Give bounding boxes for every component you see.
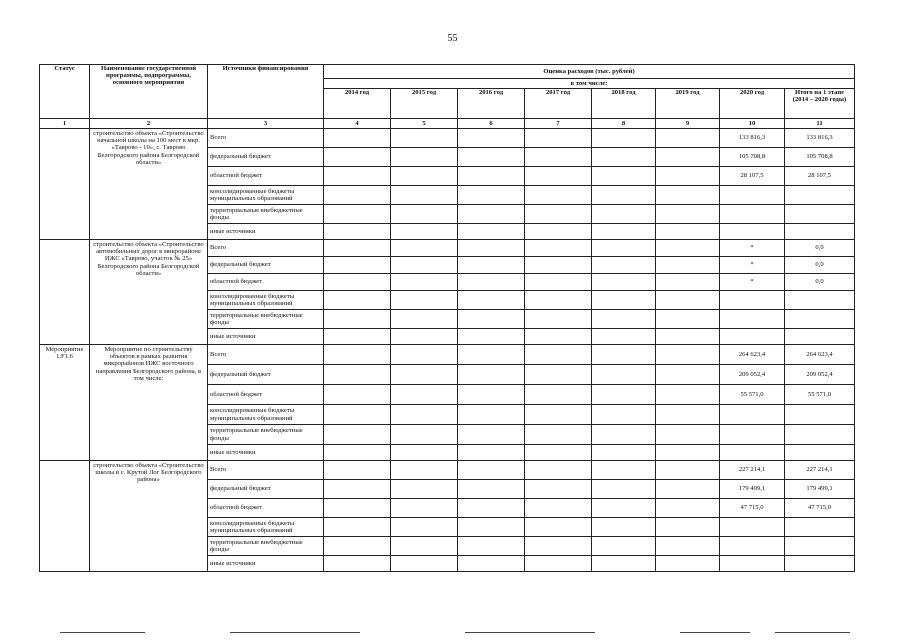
year-value-cell (458, 186, 525, 205)
funding-source-cell: областной бюджет (208, 385, 324, 405)
funding-source-cell: иные источники (208, 445, 324, 461)
header-year: 2017 год (525, 89, 592, 119)
year-value-cell (525, 310, 592, 329)
funding-source-cell: консолидированные бюджеты муниципальных образований (208, 186, 324, 205)
year-value-cell (458, 329, 525, 345)
total-value-cell: 133 816,3 (785, 129, 855, 148)
year-value-cell (324, 518, 391, 537)
year-value-cell (391, 257, 458, 274)
year-value-cell (458, 291, 525, 310)
measure-name-cell: строительство объекта «Строительство школы в с. Крутой Лог Белгородского района» (90, 461, 208, 572)
total-value-cell (785, 556, 855, 572)
year-value-cell (391, 556, 458, 572)
value-2020-cell: 209 052,4 (720, 365, 785, 385)
year-value-cell (525, 425, 592, 445)
year-value-cell (458, 129, 525, 148)
funding-source-cell: федеральный бюджет (208, 148, 324, 167)
year-value-cell (391, 445, 458, 461)
status-cell: Мероприятие 1.F1.6 (40, 345, 90, 461)
status-cell (40, 461, 90, 572)
year-value-cell (324, 167, 391, 186)
value-2020-cell (720, 405, 785, 425)
year-value-cell (391, 385, 458, 405)
funding-source-cell: федеральный бюджет (208, 365, 324, 385)
year-value-cell (391, 405, 458, 425)
year-value-cell (525, 480, 592, 499)
value-2020-cell (720, 329, 785, 345)
status-cell (40, 240, 90, 345)
year-value-cell (656, 518, 720, 537)
value-2020-cell: 179 499,1 (720, 480, 785, 499)
page-number: 55 (447, 33, 458, 44)
year-value-cell (592, 129, 656, 148)
year-value-cell (656, 224, 720, 240)
funding-source-cell: Всего (208, 129, 324, 148)
total-value-cell (785, 425, 855, 445)
value-2020-cell: 28 107,5 (720, 167, 785, 186)
year-value-cell (592, 240, 656, 257)
year-value-cell (324, 205, 391, 224)
value-2020-cell (720, 425, 785, 445)
year-value-cell (324, 461, 391, 480)
year-value-cell (324, 445, 391, 461)
header-year: 2019 год (656, 89, 720, 119)
funding-source-cell: Всего (208, 345, 324, 365)
year-value-cell (391, 129, 458, 148)
total-value-cell (785, 445, 855, 461)
year-value-cell (324, 129, 391, 148)
total-value-cell: 0,0 (785, 257, 855, 274)
year-value-cell (592, 291, 656, 310)
year-value-cell (391, 461, 458, 480)
year-value-cell (391, 480, 458, 499)
header-total: Итого на 1 этапе (2014 – 2020 годы) (785, 89, 855, 119)
year-value-cell (525, 385, 592, 405)
value-2020-cell (720, 291, 785, 310)
funding-source-cell: территориальные внебюджетные фонды (208, 310, 324, 329)
year-value-cell (391, 425, 458, 445)
header-year: 2016 год (458, 89, 525, 119)
value-2020-cell: 264 623,4 (720, 345, 785, 365)
year-value-cell (592, 518, 656, 537)
total-value-cell (785, 205, 855, 224)
year-value-cell (458, 240, 525, 257)
column-number: 10 (720, 119, 785, 129)
year-value-cell (324, 329, 391, 345)
year-value-cell (592, 461, 656, 480)
year-value-cell (592, 537, 656, 556)
year-value-cell (324, 499, 391, 518)
year-value-cell (458, 310, 525, 329)
total-value-cell: 0,0 (785, 240, 855, 257)
value-2020-cell (720, 186, 785, 205)
value-2020-cell: * (720, 257, 785, 274)
year-value-cell (525, 274, 592, 291)
year-value-cell (324, 425, 391, 445)
total-value-cell (785, 291, 855, 310)
value-2020-cell: * (720, 274, 785, 291)
year-value-cell (525, 518, 592, 537)
table-row (40, 461, 855, 480)
value-2020-cell: 55 571,0 (720, 385, 785, 405)
year-value-cell (656, 556, 720, 572)
year-value-cell (656, 425, 720, 445)
total-value-cell: 47 715,0 (785, 499, 855, 518)
year-value-cell (525, 499, 592, 518)
total-value-cell (785, 405, 855, 425)
header-year: 2015 год (391, 89, 458, 119)
table-row (40, 129, 855, 148)
year-value-cell (458, 461, 525, 480)
year-value-cell (324, 365, 391, 385)
value-2020-cell (720, 537, 785, 556)
year-value-cell (458, 445, 525, 461)
value-2020-cell: 47 715,0 (720, 499, 785, 518)
year-value-cell (525, 405, 592, 425)
value-2020-cell (720, 205, 785, 224)
year-value-cell (656, 365, 720, 385)
total-value-cell: 105 708,8 (785, 148, 855, 167)
column-number: 9 (656, 119, 720, 129)
total-value-cell: 55 571,0 (785, 385, 855, 405)
year-value-cell (592, 445, 656, 461)
year-value-cell (458, 480, 525, 499)
year-value-cell (391, 518, 458, 537)
year-value-cell (592, 167, 656, 186)
total-value-cell: 179 499,1 (785, 480, 855, 499)
value-2020-cell (720, 556, 785, 572)
year-value-cell (391, 345, 458, 365)
funding-source-cell: иные источники (208, 224, 324, 240)
funding-source-cell: консолидированные бюджеты муниципальных образований (208, 291, 324, 310)
year-value-cell (525, 167, 592, 186)
column-number: 11 (785, 119, 855, 129)
year-value-cell (525, 240, 592, 257)
year-value-cell (656, 537, 720, 556)
header-status: Статус (40, 65, 90, 119)
year-value-cell (525, 291, 592, 310)
year-value-cell (656, 445, 720, 461)
year-value-cell (656, 167, 720, 186)
year-value-cell (391, 148, 458, 167)
year-value-cell (324, 240, 391, 257)
header-year: 2020 год (720, 89, 785, 119)
year-value-cell (656, 480, 720, 499)
year-value-cell (656, 274, 720, 291)
year-value-cell (458, 499, 525, 518)
funding-source-cell: областной бюджет (208, 167, 324, 186)
year-value-cell (391, 205, 458, 224)
funding-source-cell: федеральный бюджет (208, 480, 324, 499)
year-value-cell (592, 405, 656, 425)
year-value-cell (324, 556, 391, 572)
total-value-cell (785, 186, 855, 205)
year-value-cell (458, 274, 525, 291)
header-including: в том числе: (324, 79, 855, 89)
year-value-cell (592, 499, 656, 518)
funding-source-cell: иные источники (208, 329, 324, 345)
year-value-cell (525, 186, 592, 205)
funding-source-cell: территориальные внебюджетные фонды (208, 425, 324, 445)
year-value-cell (525, 345, 592, 365)
measure-name-cell: строительство объекта «Строительство автомобильных дорог в микрорайоне ИЖС «Таврово, участок № 25» Белгородского района Белгородской области» (90, 240, 208, 345)
year-value-cell (324, 345, 391, 365)
year-value-cell (324, 537, 391, 556)
value-2020-cell (720, 518, 785, 537)
header-year: 2014 год (324, 89, 391, 119)
year-value-cell (592, 224, 656, 240)
column-number: 6 (458, 119, 525, 129)
year-value-cell (324, 186, 391, 205)
funding-source-cell: Всего (208, 240, 324, 257)
total-value-cell: 264 623,4 (785, 345, 855, 365)
column-number: 3 (208, 119, 324, 129)
year-value-cell (592, 345, 656, 365)
year-value-cell (525, 556, 592, 572)
year-value-cell (656, 205, 720, 224)
year-value-cell (458, 365, 525, 385)
funding-source-cell: иные источники (208, 556, 324, 572)
year-value-cell (656, 240, 720, 257)
year-value-cell (324, 274, 391, 291)
table-row (40, 345, 855, 365)
value-2020-cell: 227 214,1 (720, 461, 785, 480)
year-value-cell (391, 499, 458, 518)
funding-source-cell: федеральный бюджет (208, 257, 324, 274)
year-value-cell (592, 310, 656, 329)
funding-source-cell: территориальные внебюджетные фонды (208, 537, 324, 556)
year-value-cell (656, 385, 720, 405)
year-value-cell (324, 310, 391, 329)
year-value-cell (525, 205, 592, 224)
total-value-cell (785, 329, 855, 345)
total-value-cell (785, 310, 855, 329)
year-value-cell (656, 148, 720, 167)
funding-source-cell: консолидированные бюджеты муниципальных образований (208, 518, 324, 537)
year-value-cell (656, 461, 720, 480)
year-value-cell (525, 224, 592, 240)
funding-source-cell: территориальные внебюджетные фонды (208, 205, 324, 224)
year-value-cell (592, 148, 656, 167)
year-value-cell (458, 224, 525, 240)
table-row (40, 240, 855, 257)
year-value-cell (458, 345, 525, 365)
header-estimate: Оценка расходов (тыс. рублей) (324, 65, 855, 79)
year-value-cell (324, 257, 391, 274)
year-value-cell (656, 291, 720, 310)
header-sources: Источники финансирования (208, 65, 324, 119)
header-name: Наименование государственной программы, подпрограммы, основного мероприятия (90, 65, 208, 119)
budget-body (40, 129, 855, 572)
total-value-cell: 28 107,5 (785, 167, 855, 186)
year-value-cell (592, 385, 656, 405)
year-value-cell (656, 129, 720, 148)
year-value-cell (324, 148, 391, 167)
page-footer-rule (60, 632, 850, 636)
year-value-cell (458, 148, 525, 167)
value-2020-cell (720, 310, 785, 329)
value-2020-cell (720, 445, 785, 461)
year-value-cell (592, 186, 656, 205)
year-value-cell (525, 257, 592, 274)
year-value-cell (458, 518, 525, 537)
year-value-cell (525, 129, 592, 148)
year-value-cell (324, 480, 391, 499)
column-number: 2 (90, 119, 208, 129)
status-cell (40, 129, 90, 240)
year-value-cell (324, 405, 391, 425)
funding-source-cell: областной бюджет (208, 499, 324, 518)
funding-source-cell: областной бюджет (208, 274, 324, 291)
year-value-cell (458, 556, 525, 572)
year-value-cell (391, 365, 458, 385)
year-value-cell (656, 499, 720, 518)
year-value-cell (656, 405, 720, 425)
total-value-cell: 227 214,1 (785, 461, 855, 480)
header-year: 2018 год (592, 89, 656, 119)
year-value-cell (525, 445, 592, 461)
year-value-cell (592, 274, 656, 291)
year-value-cell (324, 385, 391, 405)
year-value-cell (525, 537, 592, 556)
year-value-cell (592, 425, 656, 445)
value-2020-cell: 133 816,3 (720, 129, 785, 148)
measure-name-cell: Мероприятие по строительству объектов в рамках развития микрорайонов ИЖС восточного направления Белгородского района, в том числе: (90, 345, 208, 461)
year-value-cell (458, 425, 525, 445)
year-value-cell (391, 224, 458, 240)
year-value-cell (324, 224, 391, 240)
year-value-cell (592, 205, 656, 224)
year-value-cell (391, 291, 458, 310)
column-number: 4 (324, 119, 391, 129)
year-value-cell (656, 345, 720, 365)
value-2020-cell (720, 224, 785, 240)
year-value-cell (391, 537, 458, 556)
year-value-cell (458, 205, 525, 224)
value-2020-cell: 105 708,8 (720, 148, 785, 167)
year-value-cell (525, 329, 592, 345)
total-value-cell (785, 224, 855, 240)
funding-source-cell: Всего (208, 461, 324, 480)
budget-table (39, 64, 855, 572)
year-value-cell (592, 365, 656, 385)
year-value-cell (525, 148, 592, 167)
year-value-cell (525, 461, 592, 480)
year-value-cell (592, 480, 656, 499)
total-value-cell (785, 518, 855, 537)
year-value-cell (656, 257, 720, 274)
column-number: 1 (40, 119, 90, 129)
year-value-cell (324, 291, 391, 310)
measure-name-cell: строительство объекта «Строительство начальной школы на 100 мест в мкр. «Таврово - 10», с. Таврово Белгородского района Белгородской области» (90, 129, 208, 240)
total-value-cell: 0,0 (785, 274, 855, 291)
total-value-cell (785, 537, 855, 556)
column-number: 5 (391, 119, 458, 129)
year-value-cell (458, 405, 525, 425)
year-value-cell (391, 186, 458, 205)
column-number-row (40, 119, 855, 129)
year-value-cell (458, 385, 525, 405)
year-value-cell (592, 556, 656, 572)
year-value-cell (458, 257, 525, 274)
year-value-cell (391, 167, 458, 186)
year-value-cell (391, 274, 458, 291)
year-value-cell (592, 329, 656, 345)
year-value-cell (656, 186, 720, 205)
column-number: 7 (525, 119, 592, 129)
year-value-cell (525, 365, 592, 385)
year-value-cell (391, 329, 458, 345)
year-value-cell (391, 240, 458, 257)
column-number: 8 (592, 119, 656, 129)
year-value-cell (458, 167, 525, 186)
year-value-cell (592, 257, 656, 274)
year-value-cell (458, 537, 525, 556)
total-value-cell: 209 052,4 (785, 365, 855, 385)
funding-source-cell: консолидированные бюджеты муниципальных образований (208, 405, 324, 425)
value-2020-cell: * (720, 240, 785, 257)
year-value-cell (656, 329, 720, 345)
year-value-cell (391, 310, 458, 329)
year-value-cell (656, 310, 720, 329)
